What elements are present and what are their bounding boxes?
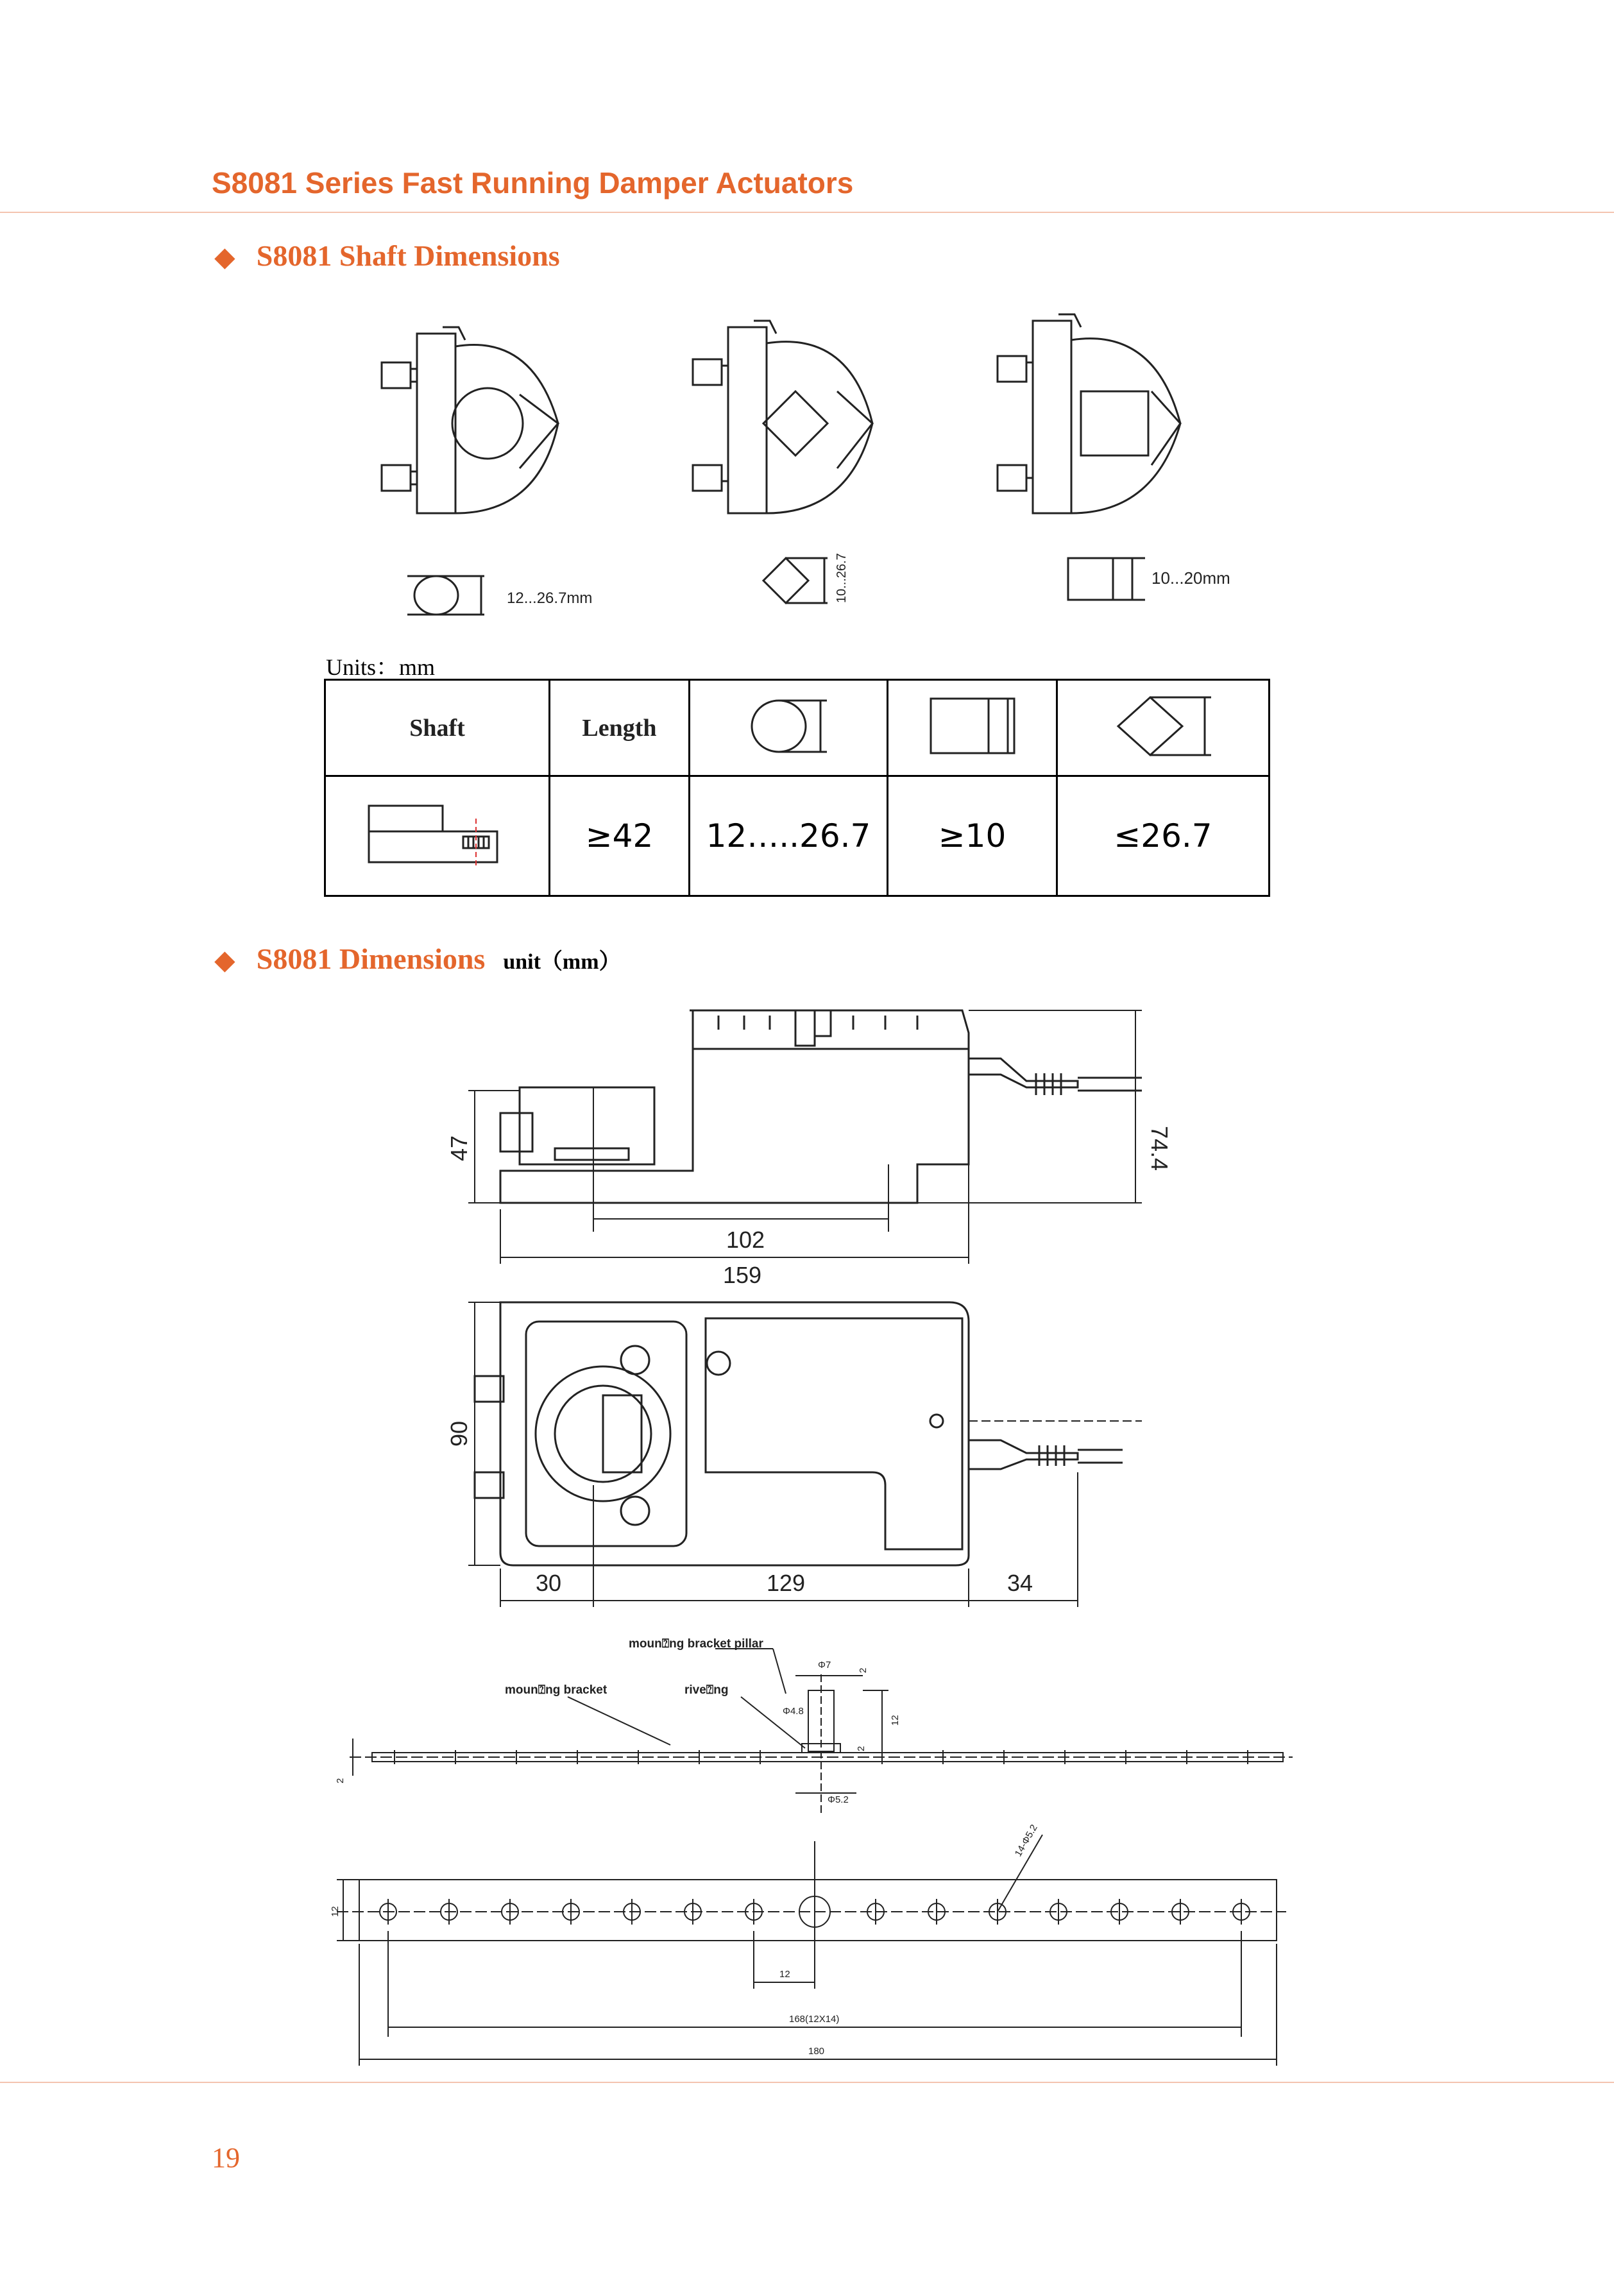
header-shaft: Shaft: [325, 680, 550, 776]
units-label: Units：mm: [326, 654, 436, 680]
dim-30: 30: [536, 1570, 562, 1596]
header-square-icon: [888, 680, 1057, 776]
square-shaft-icon: [1068, 558, 1145, 600]
dim-168: 168(12X14): [789, 2014, 840, 2025]
dim-34: 34: [1007, 1570, 1033, 1596]
value-diamond: ≤26.7: [1057, 776, 1270, 896]
dim-holes: 14-Φ5.2: [1012, 1823, 1040, 1858]
header-diamond-icon: [1057, 680, 1270, 776]
dim-180: 180: [808, 2046, 825, 2057]
actuator-side-view: [468, 1010, 1142, 1264]
label-bracket: moun⍰ng bracket: [505, 1683, 607, 1697]
dim-12a: 12: [890, 1715, 901, 1726]
dim-2a: 2: [858, 1667, 869, 1673]
shaft-section-title-text: S8081 Shaft Dimensions: [256, 239, 560, 272]
round-range-label: 12...26.7mm: [507, 590, 593, 607]
dim-2c: 2: [335, 1778, 346, 1783]
clamp-round-drawing: [382, 327, 558, 513]
shaft-length-cell: [325, 776, 550, 896]
dim-phi7: Φ7: [818, 1660, 831, 1671]
dim-129: 129: [767, 1570, 806, 1596]
header-rule: [0, 212, 1614, 213]
round-shaft-icon: [407, 576, 484, 615]
diamond-profile-icon: [1102, 688, 1224, 765]
actuator-dimension-drawing: [436, 998, 1173, 1613]
round-profile-icon: [734, 691, 843, 761]
diamond-bullet-icon: ◆: [215, 946, 235, 974]
dim-47: 47: [446, 1135, 472, 1161]
dim-102: 102: [726, 1227, 765, 1253]
clamp-square-drawing: [998, 314, 1180, 513]
actuator-top-view: [468, 1302, 1142, 1607]
header-round-icon: [690, 680, 888, 776]
diamond-bullet-icon: ◆: [215, 242, 235, 271]
clamp-diamond-drawing: [693, 321, 872, 513]
dim-159: 159: [723, 1262, 762, 1288]
table-value-row: [325, 776, 1270, 896]
mounting-bracket-drawing: [324, 1629, 1299, 2072]
shaft-clamp-drawings: [346, 302, 1283, 629]
diamond-range-label: 10...26.7: [835, 553, 849, 603]
page-header-title: S8081 Series Fast Running Damper Actuators: [212, 166, 854, 200]
dim-2b: 2: [856, 1746, 867, 1751]
table-header-row: [325, 680, 1270, 776]
shaft-spec-table: [324, 679, 1270, 897]
shaft-length-icon: [364, 799, 511, 870]
dim-90: 90: [446, 1420, 472, 1447]
dim-phi48: Φ4.8: [783, 1706, 804, 1717]
square-range-label: 10...20mm: [1151, 568, 1230, 588]
dim-12b: 12: [330, 1906, 341, 1917]
dim-12c: 12: [779, 1969, 790, 1980]
dimensions-section-title: [215, 942, 621, 976]
page-number: 19: [212, 2142, 240, 2173]
square-profile-icon: [918, 691, 1027, 761]
shaft-section-title: [215, 239, 560, 273]
diamond-shaft-icon: [763, 558, 828, 603]
footer-rule: [0, 2082, 1614, 2083]
dim-74-4: 74.4: [1146, 1126, 1173, 1171]
label-riveting: rive⍰ng: [684, 1683, 729, 1697]
value-square: ≥10: [888, 776, 1057, 896]
header-length: Length: [550, 680, 690, 776]
dimensions-unit: unit（mm）: [503, 950, 621, 974]
value-round: 12…..26.7: [690, 776, 888, 896]
value-length: ≥42: [550, 776, 690, 896]
dim-phi52: Φ5.2: [828, 1794, 849, 1805]
dimensions-section-title-text: S8081 Dimensions: [256, 942, 486, 975]
label-bracket-pillar: moun⍰ng bracket pillar: [629, 1637, 763, 1651]
